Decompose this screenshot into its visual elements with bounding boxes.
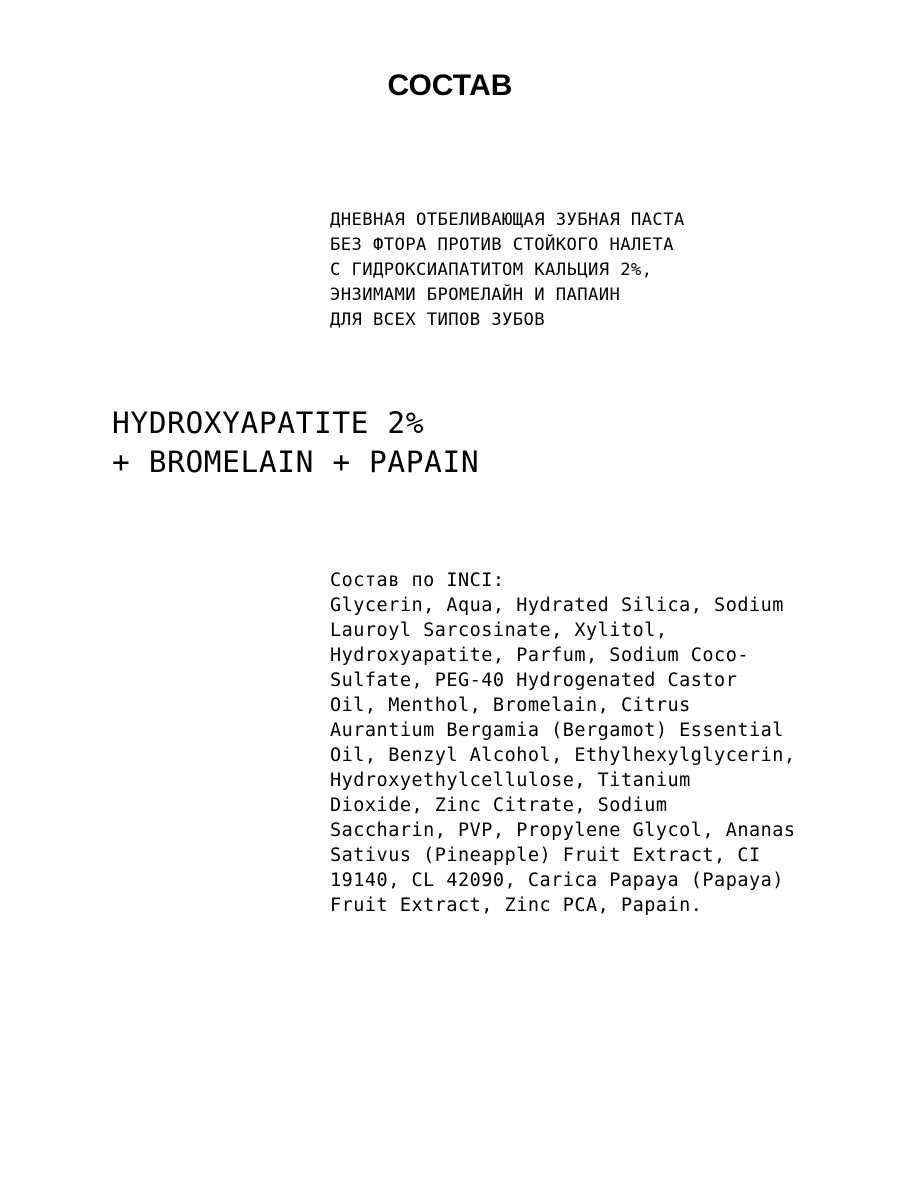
inci-line: Saccharin, PVP, Propylene Glycol, Ananas [330,820,796,841]
inci-line: Hydroxyapatite, Parfum, Sodium Coco- [330,645,749,666]
product-description-line: С ГИДРОКСИАПАТИТОМ КАЛЬЦИЯ 2%, [330,260,653,280]
inci-line: Sulfate, PEG-40 Hydrogenated Castor [330,670,738,691]
inci-line: Oil, Menthol, Bromelain, Citrus [330,695,691,716]
product-description-line: ДЛЯ ВСЕХ ТИПОВ ЗУБОВ [330,310,545,330]
inci-line: Oil, Benzyl Alcohol, Ethylhexylglycerin, [330,745,796,766]
inci-line: 19140, CL 42090, Carica Papaya (Papaya) [330,870,784,891]
page-title: СОСТАВ [387,69,513,102]
product-description-line: ЭНЗИМАМИ БРОМЕЛАЙН И ПАПАИН [330,285,621,305]
product-description [330,208,685,333]
inci-line: Aurantium Bergamia (Bergamot) Essential [330,720,784,741]
inci-line: Glycerin, Aqua, Hydrated Silica, Sodium [330,595,784,616]
inci-line: Hydroxyethylcellulose, Titanium [330,770,691,791]
inci-line: Sativus (Pineapple) Fruit Extract, CI [330,845,761,866]
product-description-line: БЕЗ ФТОРА ПРОТИВ СТОЙКОГО НАЛЕТА [330,235,674,255]
active-ingredients-line: HYDROXYAPATITE 2% [112,406,425,440]
product-description-line: ДНЕВНАЯ ОТБЕЛИВАЮЩАЯ ЗУБНАЯ ПАСТА [330,210,685,230]
inci-line: Dioxide, Zinc Citrate, Sodium [330,795,668,816]
active-ingredients-line: + BROMELAIN + PAPAIN [112,445,480,479]
inci-line: Fruit Extract, Zinc PCA, Papain. [330,895,703,916]
inci-line: Lauroyl Sarcosinate, Xylitol, [330,620,668,641]
active-ingredients-headline [112,404,479,482]
inci-ingredients-list [330,568,796,918]
inci-heading: Состав по INCI: [330,570,505,591]
